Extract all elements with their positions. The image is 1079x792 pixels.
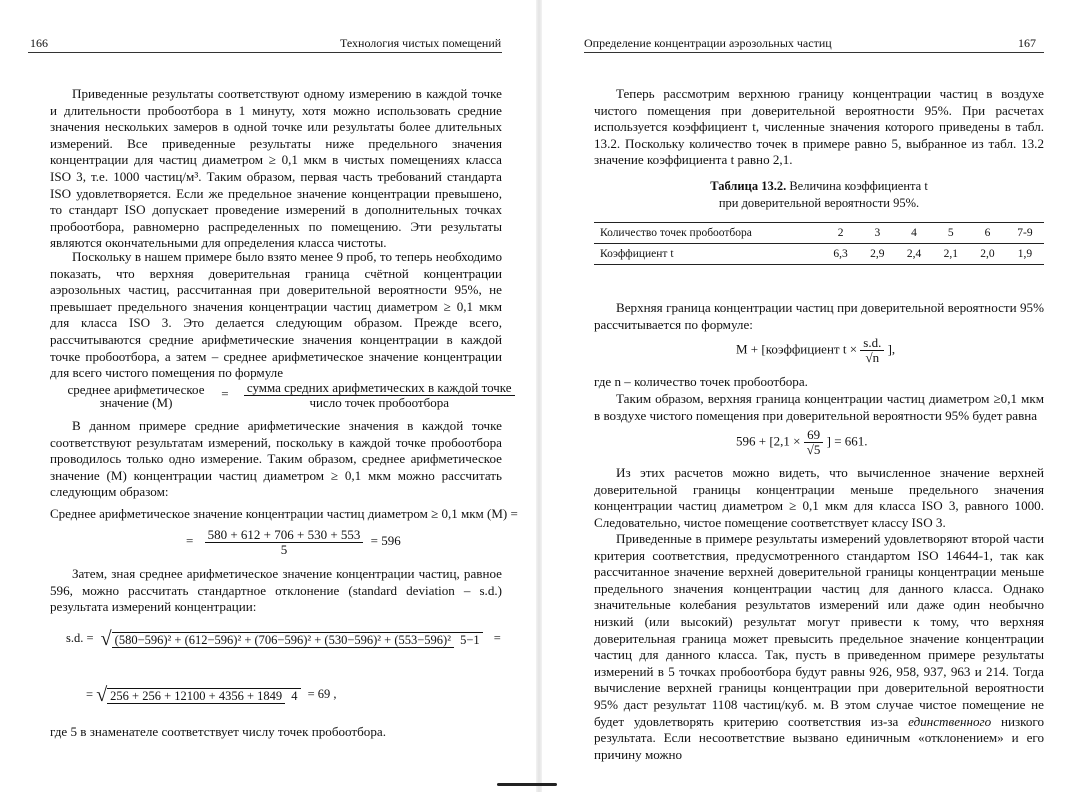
formula-denominator: √n xyxy=(865,350,880,365)
page-number: 167 xyxy=(1018,36,1036,50)
table-row xyxy=(594,223,1044,244)
coefficient-table xyxy=(594,222,1044,265)
table-cell: 2,4 xyxy=(906,248,922,260)
formula-numerator: s.d. xyxy=(860,336,884,351)
table-cell: 4 xyxy=(911,227,917,239)
header-rule xyxy=(28,52,502,53)
right-page xyxy=(540,0,1079,792)
formula-denominator: 4 xyxy=(291,688,298,703)
paragraph: В данном примере средние арифметические значения в каждой точке соответствуют результатам измерений, поскольку в каждой точке пробоотбора проводилось только одно измерение. Таким образом, среднее арифметическое значение (М) концентрации частиц диаметром ≥ 0,1 мкм можно рассчитать следующим образом: xyxy=(50,418,502,500)
table-row xyxy=(594,244,1044,265)
table-caption xyxy=(594,178,1044,212)
table-cell: 5 xyxy=(947,227,954,239)
formula-numerator: 256 + 256 + 12100 + 4356 + 1849 xyxy=(107,689,285,704)
formula-denominator: 5 xyxy=(280,542,288,557)
scan-artifact xyxy=(497,783,557,786)
header-rule xyxy=(584,52,1044,53)
table-cell: 6 xyxy=(984,227,991,239)
table-cell: 2,1 xyxy=(943,248,958,260)
paragraph: где n – количество точек пробоотбора. xyxy=(594,374,808,389)
mean-calculation xyxy=(186,528,401,557)
formula-pre: 596 + [2,1 × xyxy=(736,433,801,449)
paragraph-text: низкого результата. Если несоответствие вызвано единичным «отклонением» и его причину можно xyxy=(594,713,1044,762)
formula-numerator: 69 xyxy=(804,428,823,443)
formula-numerator: (580−596)² + (612−596)² + (706−596)² + (530−596)² + (553−596)² xyxy=(112,633,454,648)
formula-equals: = xyxy=(86,687,94,702)
sd-formula: s.d. = √ (580−596)² + (612−596)² + (706−596)² + (530−596)² + (553−596)² 5−1 = xyxy=(66,628,501,650)
paragraph-text: Приведенные в примере результаты измерений удовлетворяют второй части критерия соответствия, предусмотренного стандартом ISO 14644-1, так как рассчитанное значение верхней доверительной границы концентрации меньше предельного значения концентрации частиц для данного класса. Однако значительные колебания результатов измерений или даже один необычно низкий (или высокий) результат могут привести к тому, что верхняя доверительная граница может превысить предельное значение концентрации частиц для данного класса. Так, пусть в приведенном примере результаты измерений в 5 точках пробоотбора будут равны 926, 958, 937, 963 и 214. Тогда вычисление верхней границы концентрации при доверительной вероятности 95% даст результат 1108 частиц/куб. м. В этом случае чистое помещение не будет удовлетворять критерию соответствия из-за xyxy=(594,531,1044,729)
running-title: Технология чистых помещений xyxy=(340,36,502,50)
paragraph xyxy=(594,531,1044,763)
paragraph: Таким образом, верхняя граница концентрации частиц диаметром ≥0,1 мкм в воздухе чистого помещения при доверительной вероятности 95% будет равна xyxy=(594,391,1044,423)
formula-pre: М + [коэффициент t × xyxy=(736,341,858,357)
table-cell: 2 xyxy=(837,227,844,239)
formula-left: среднее арифметическое значение (М) xyxy=(67,381,205,410)
paragraph: Из этих расчетов можно видеть, что вычисленное значение верхней доверительной границы концентрации меньше предельного значения концентрации частиц диаметром ≥ 0,1 мкм для класса ISO 3, равного 1000. Следовательно, чистое помещение соответствует классу ISO 3. xyxy=(594,465,1044,530)
formula-lhs: s.d. = xyxy=(66,631,94,646)
running-title: Определение концентрации аэрозольных частиц xyxy=(584,36,832,50)
formula-denominator: 5−1 xyxy=(460,632,480,647)
formula-numerator: сумма средних арифметических в каждой точке xyxy=(244,381,515,396)
formula-denominator: √5 xyxy=(806,442,821,457)
paragraph: Поскольку в нашем примере было взято менее 9 проб, то теперь необходимо показать, что верхняя доверительная граница счётной концентрации аэрозольных частиц, рассчитанная при доверительной вероятности 95%, не превышает предельного значения концентрации частиц диаметром ≥ 0,1 мкм для класса ISO 3. Это делается следующим образом. Прежде всего, рассчитываются средние арифметические значения концентрации в каждой точке пробоотбора, а затем – среднее арифметическое значение концентрации для всего чистого помещения по формуле xyxy=(50,249,502,381)
table-cell: 2,0 xyxy=(980,248,995,260)
table-cell: 6,3 xyxy=(833,248,848,260)
paragraph: Затем, зная среднее арифметическое значение концентрации частиц, равное 596, можно рассчитать стандартное отклонение (standard deviation – s.d.) результата измерений концентрации: xyxy=(50,566,502,615)
table-caption-number: Таблица 13.2. xyxy=(710,179,787,193)
emphasis-text: единственного xyxy=(908,713,992,729)
paragraph: где 5 в знаменателе соответствует числу точек пробоотбора. xyxy=(50,724,386,739)
table-cell: 1,9 xyxy=(1017,248,1033,260)
paragraph: Верхняя граница концентрации частиц при доверительной вероятности 95% рассчитывается по формуле: xyxy=(594,300,1044,332)
table-cell: 7-9 xyxy=(1017,227,1033,239)
formula-equals: = xyxy=(221,386,229,402)
page-number: 166 xyxy=(30,36,48,50)
table-cell: Коэффициент t xyxy=(600,248,674,260)
upper-bound-formula xyxy=(736,336,895,365)
formula-result: = 69 , xyxy=(307,687,337,702)
mean-label: Среднее арифметическое значение концентрации частиц диаметром ≥ 0,1 мкм (М) = xyxy=(50,506,518,521)
formula-equals: = xyxy=(186,533,194,549)
table-caption-title: Величина коэффициента t xyxy=(789,179,928,193)
paragraph: Теперь рассмотрим верхнюю границу концентрации частиц в воздухе чистого помещения при доверительной вероятности 95%. При расчетах используется коэффициент t, численные значения которого приведены в табл. 13.2. Поскольку количество точек в примере равно 5, выбранное из табл. 13.2 значение коэффициента t равно 2,1. xyxy=(594,86,1044,168)
mean-formula xyxy=(66,380,512,410)
table-cell: 2,9 xyxy=(870,248,885,260)
table-cell: 3 xyxy=(874,227,881,239)
formula-denominator: число точек пробоотбора xyxy=(309,395,449,410)
formula-post: ] = 661. xyxy=(826,433,868,449)
paragraph: Приведенные результаты соответствуют одному измерению в каждой точке и длительности пробоотбора в 1 минуту, хотя можно использовать средние значения нескольких замеров в одной точке или результаты более длительных измерений. Все приведенные результаты ниже предельного значения концентрации для частиц диаметром ≥ 0,1 мкм в чистых помещениях класса ISO 3, т.е. 1000 частиц/м³. Таким образом, первая часть требований стандарта ISO удовлетворяется. Если же предельное значение концентрации превышено, то стандарт ISO допускает проведение измерений в дополнительных точках пробоотбора, равномерно распределенных по помещению. Эти результаты являются окончательными для определения класса чистоты. xyxy=(50,86,502,251)
table-caption-subtitle: при доверительной вероятности 95%. xyxy=(718,196,920,210)
formula-post: ], xyxy=(887,341,896,357)
upper-bound-calculation xyxy=(736,428,868,457)
formula-result: = 596 xyxy=(370,533,401,549)
table-cell: Количество точек пробоотбора xyxy=(600,227,752,239)
sd-calculation: = √ 256 + 256 + 12100 + 4356 + 1849 4 = 69 , xyxy=(86,684,337,706)
formula-numerator: 580 + 612 + 706 + 530 + 553 xyxy=(205,528,364,543)
formula-equals: = xyxy=(493,631,501,646)
